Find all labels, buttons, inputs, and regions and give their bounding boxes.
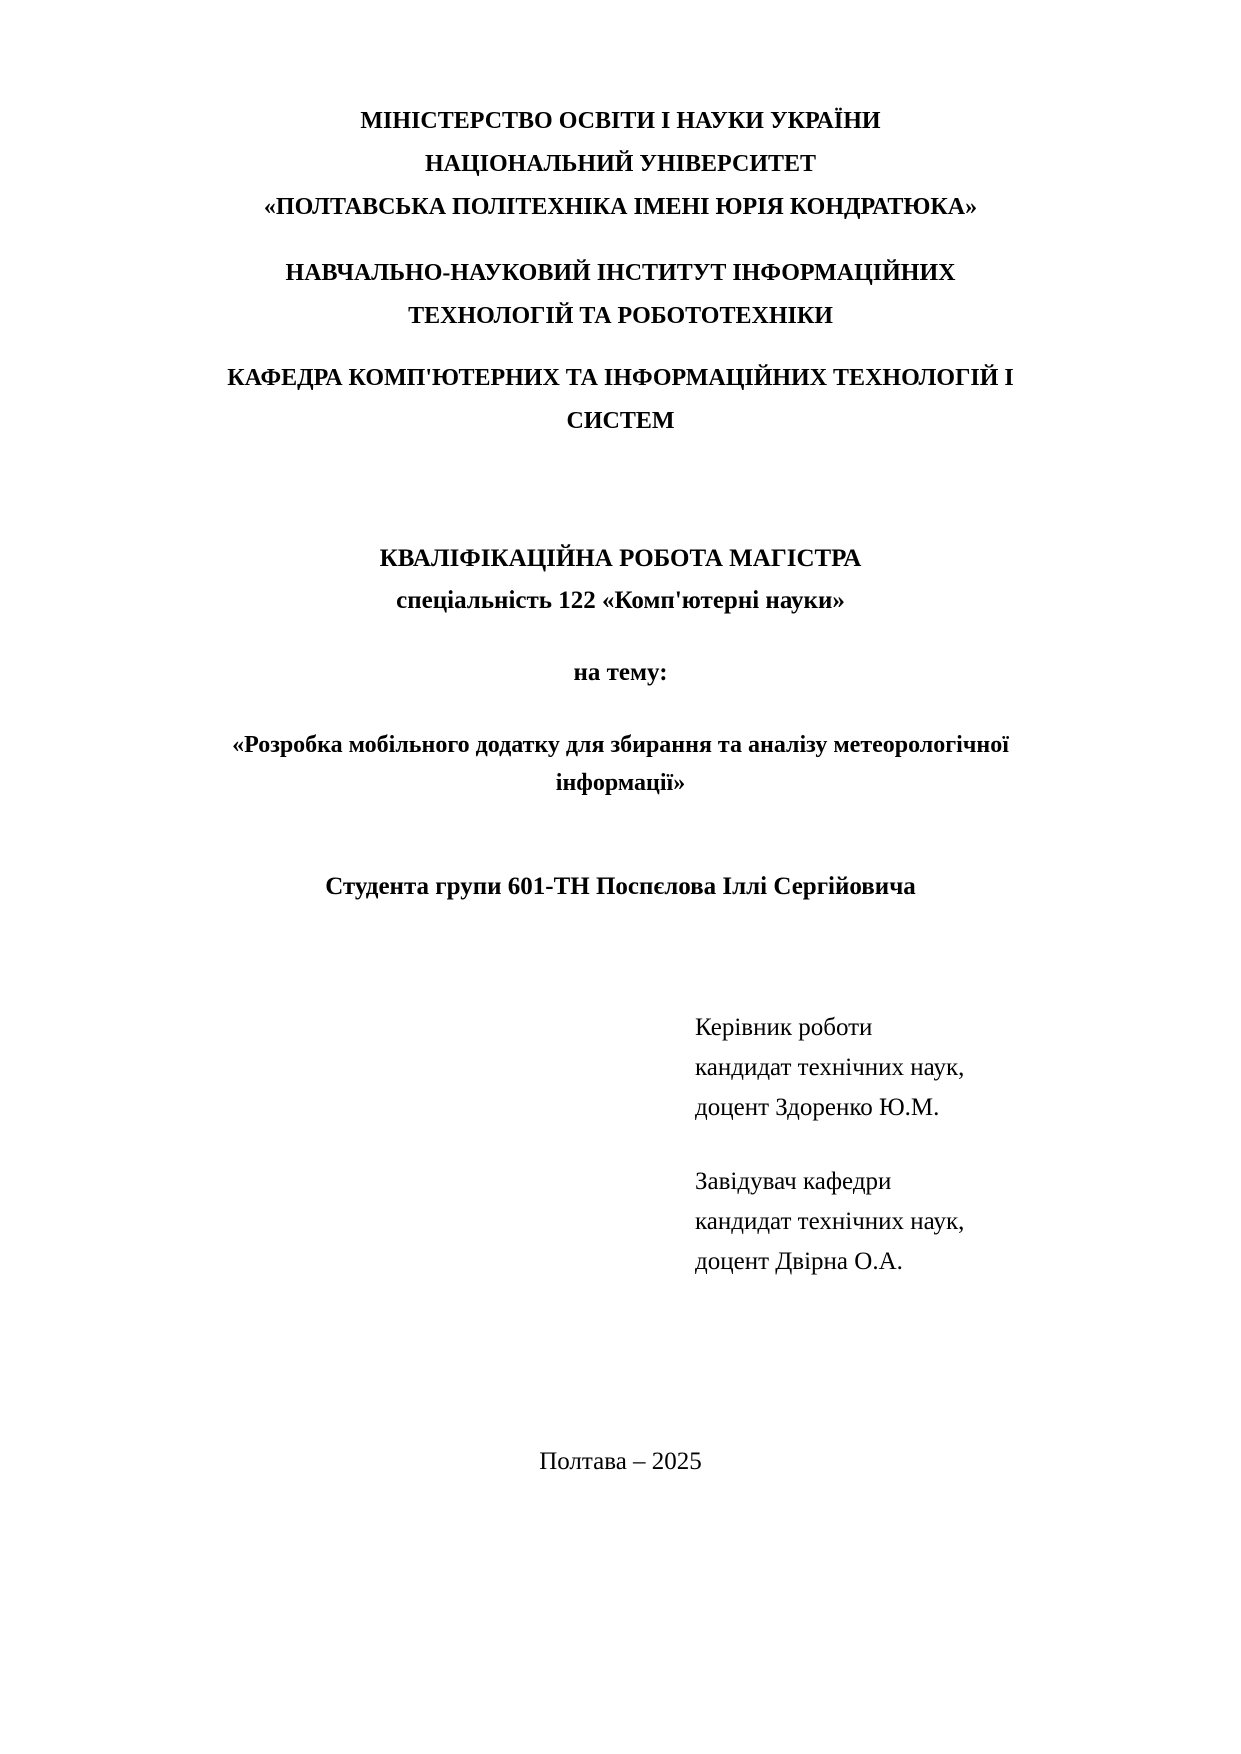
head-degree: кандидат технічних наук, (695, 1208, 965, 1235)
head-role: Завідувач кафедри (695, 1168, 892, 1195)
city-year-line: Полтава – 2025 (539, 1448, 702, 1475)
header-block (110, 100, 1131, 229)
institute-block (110, 252, 1131, 338)
supervisor-name: доцент Здоренко Ю.М. (695, 1094, 940, 1121)
student-line: Студента групи 601-ТН Поспєлова Іллі Сергійовича (325, 873, 916, 900)
department-line-2: СИСТЕМ (566, 408, 675, 434)
institute-line-1: НАВЧАЛЬНО-НАУКОВИЙ ІНСТИТУТ ІНФОРМАЦІЙНИХ (285, 260, 956, 286)
ministry-line: МІНІСТЕРСТВО ОСВІТИ І НАУКИ УКРАЇНИ (360, 108, 881, 134)
university-line: НАЦІОНАЛЬНИЙ УНІВЕРСИТЕТ (424, 151, 817, 177)
supervisor-block (695, 1008, 964, 1128)
institute-line-2: ТЕХНОЛОГІЙ ТА РОБОТОТЕХНІКИ (408, 303, 833, 329)
topic-block (110, 726, 1131, 802)
supervisor-degree: кандидат технічних наук, (695, 1054, 965, 1081)
department-block (110, 357, 1131, 443)
work-type-block (110, 538, 1131, 622)
specialty-line: спеціальність 122 «Комп'ютерні науки» (396, 587, 845, 614)
department-line-1: КАФЕДРА КОМП'ЮТЕРНИХ ТА ІНФОРМАЦІЙНИХ ТЕХНОЛОГІЙ І (227, 365, 1014, 391)
student-block (110, 866, 1131, 908)
work-type-line: КВАЛІФІКАЦІЙНА РОБОТА МАГІСТРА (379, 545, 862, 572)
topic-line-1: «Розробка мобільного додатку для збирання та аналізу метеорологічної (232, 732, 1009, 758)
supervisor-role: Керівник роботи (695, 1014, 873, 1041)
university-name-line: «ПОЛТАВСЬКА ПОЛІТЕХНІКА ІМЕНІ ЮРІЯ КОНДРАТЮКА» (263, 194, 978, 220)
head-name: доцент Двірна О.А. (695, 1248, 903, 1275)
head-block (695, 1162, 964, 1282)
topic-label: на тему: (573, 659, 668, 686)
topic-label-block (110, 652, 1131, 694)
footer-block (110, 1448, 1131, 1476)
topic-line-2: інформації» (555, 770, 686, 796)
